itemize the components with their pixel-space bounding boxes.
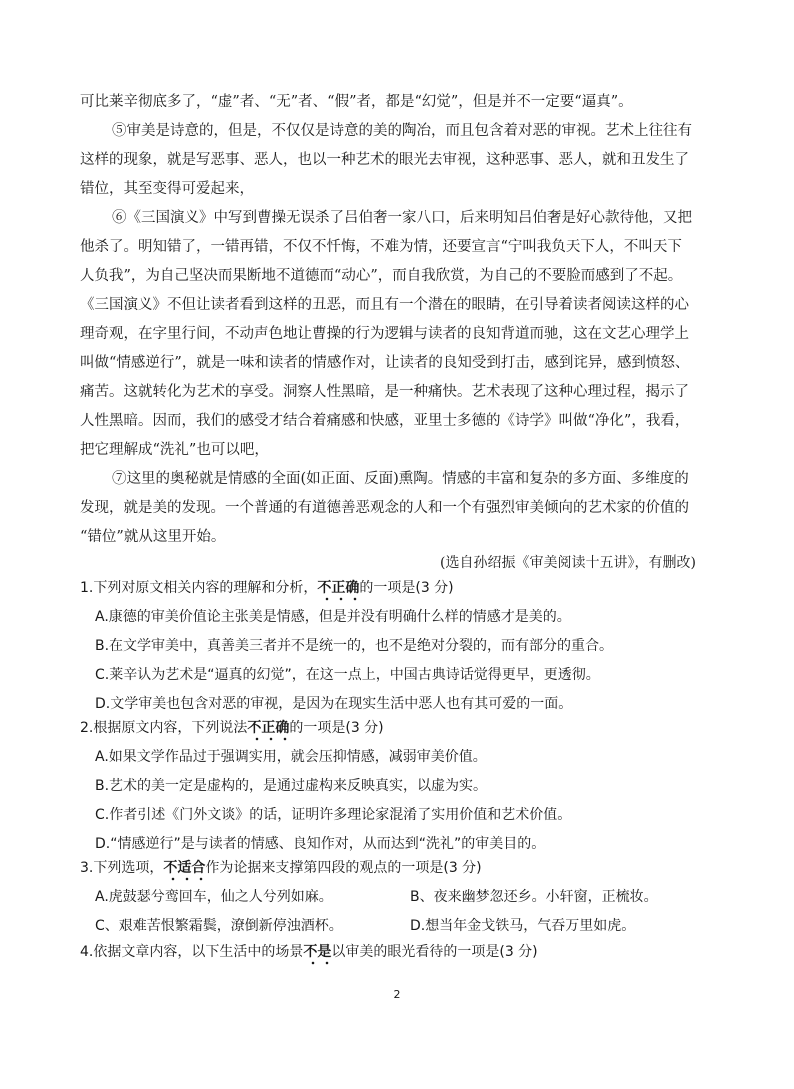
question-stem: 1.下列对原文相关内容的理解和分析，不正确 的一项是(3 分) — [80, 578, 454, 598]
question-stem: 4.依据文章内容，以下生活中的场景不是 以审美的眼光看待的一项是(3 分) — [80, 942, 538, 962]
emphasis-mark: 不正确 — [317, 580, 359, 596]
passage-line: 错位，其至变得可爱起来， — [80, 181, 254, 197]
emphasis-mark: 不适合 — [163, 860, 205, 876]
option-a: A.如果文学作品过于强调实用，就会压抑情感，减弱审美价值。 — [95, 749, 487, 765]
passage-line: 可比莱辛彻底多了，“虚”者、“无”者、“假”者，都是“幻觉”，但是并不一定要“逼真”。 — [80, 94, 633, 110]
option-b: B、夜来幽梦忽还乡。小轩窗，正梳妆。 — [410, 889, 658, 905]
option-c: C.作者引述《门外文谈》的话，证明许多理论家混淆了实用价值和艺术价值。 — [95, 807, 572, 823]
option-c: C、艰难苦恨繁霜鬓，潦倒新停浊酒杯。 — [95, 918, 343, 934]
passage-line: 这样的现象，就是写恶事、恶人，也以一种艺术的眼光去审视，这种恶事、恶人，就和丑发生了 — [80, 152, 689, 168]
passage-line: 把它理解成“洗礼”也可以吧， — [80, 442, 269, 458]
option-b: B.在文学审美中，真善美三者并不是统一的，也不是绝对分裂的，而有部分的重合。 — [95, 638, 614, 654]
option-b: B.艺术的美一定是虚构的，是通过虚构来反映真实，以虚为实。 — [95, 778, 488, 794]
option-c: C.莱辛认为艺术是“逼真的幻觉”，在这一点上，中国古典诗话觉得更早，更透彻。 — [95, 667, 600, 683]
option-a: A.康德的审美价值论主张美是情感，但是并没有明确什么样的情感才是美的。 — [95, 609, 571, 625]
passage-line: 叫做“情感逆行”，就是一味和读者的情感作对，让读者的良知受到打击，感到诧异，感到愤怒、 — [80, 355, 690, 371]
option-d: D.想当年金戈铁马，气吞万里如虎。 — [410, 918, 636, 934]
paragraph-5: ⑤审美是诗意的，但是，不仅仅是诗意的美的陶冶，而且包含着对恶的审视。艺术上往往有 — [112, 123, 692, 139]
option-d: D.文学审美也包含对恶的审视，是因为在现实生活中恶人也有其可爱的一面。 — [95, 696, 573, 712]
source-citation: (选自孙绍振《审美阅读十五讲》，有删改) — [440, 555, 696, 571]
question-stem: 3.下列选项，不适合 作为论据来支撑第四段的观点的一项是(3 分) — [80, 858, 482, 878]
option-d: D.“情感逆行”是与读者的情感、良知作对，从而达到“洗礼”的审美目的。 — [95, 836, 546, 852]
option-a: A.虎鼓瑟兮鸾回车，仙之人兮列如麻。 — [95, 889, 333, 905]
passage-line: 人负我”，为自己坚决而果断地不道德而“动心”，而自我欣赏，为自己的不要脸而感到了不起。 — [80, 268, 683, 284]
paragraph-7: ⑦这里的奥秘就是情感的全面(如正面、反面)熏陶。情感的丰富和复杂的多方面、多维度的 — [112, 471, 689, 487]
passage-line: 发现，就是美的发现。一个普通的有道德善恶观念的人和一个有强烈审美倾向的艺术家的价值的 — [80, 500, 689, 516]
passage-line: 痛苦。这就转化为艺术的享受。洞察人性黑暗，是一种痛快。艺术表现了这种心理过程，揭示了 — [80, 384, 689, 400]
emphasis-mark: 不是 — [303, 944, 331, 960]
paragraph-6: ⑥《三国演义》中写到曹操无误杀了吕伯奢一家八口，后来明知吕伯奢是好心款待他，又把 — [112, 210, 692, 226]
passage-line: 人性黑暗。因而，我们的感受才结合着痛感和快感，亚里士多德的《诗学》叫做“净化”，我看， — [80, 413, 690, 429]
passage-line: “错位”就从这里开始。 — [80, 529, 226, 545]
question-stem: 2.根据原文内容，下列说法不正确 的一项是(3 分) — [80, 718, 384, 738]
emphasis-mark: 不正确 — [247, 720, 289, 736]
passage-line: 理奇观，在字里行间，不动声色地让曹操的行为逻辑与读者的良知背道而驰，这在文艺心理学上 — [80, 326, 689, 342]
page-number: 2 — [393, 988, 401, 1001]
passage-line: 《三国演义》不但让读者看到这样的丑恶，而且有一个潜在的眼睛，在引导着读者阅读这样的心 — [80, 297, 689, 313]
passage-line: 他杀了。明知错了，一错再错，不仅不忏悔，不难为情，还要宣言“宁叫我负天下人，不叫天下 — [80, 239, 682, 255]
